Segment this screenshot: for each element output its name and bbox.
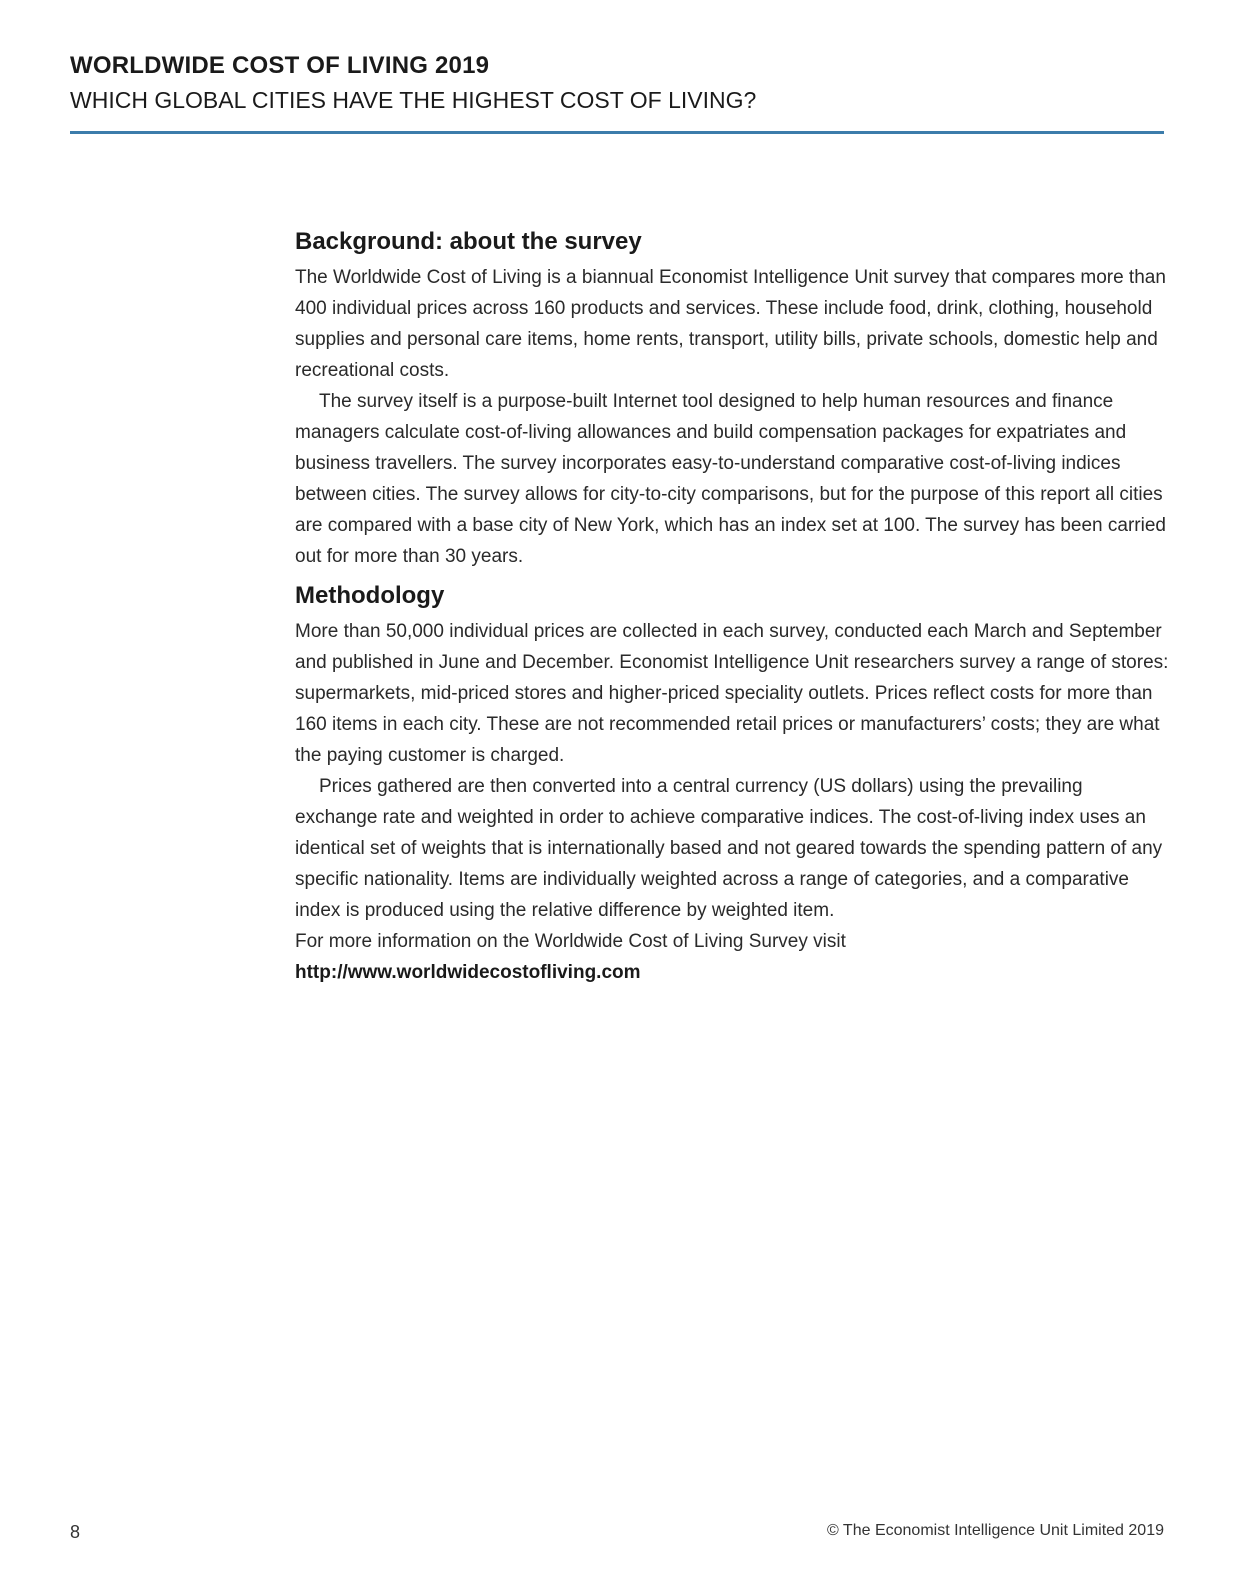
main-content [295,226,1170,988]
survey-website-link[interactable]: http://www.worldwidecostofliving.com [295,962,641,983]
background-heading: Background: about the survey [295,228,642,255]
copyright-notice: © The Economist Intelligence Unit Limited 2019 [826,1522,1164,1539]
report-subtitle: WHICH GLOBAL CITIES HAVE THE HIGHEST COST OF LIVING? [70,87,757,113]
more-info-text: For more information on the Worldwide Cost of Living Survey visit [295,931,846,952]
background-paragraph-2: The survey itself is a purpose-built Internet tool designed to help human resources and finance managers calculate cost-of-living allowances and build compensation packages for expatriates and business travellers. The survey incorporates easy-to-understand comparative cost-of-living indices between cities. The survey allows for city-to-city comparisons, but for the purpose of this report all cities are compared with a base city of New York, which has an index set at 100. The survey has been carried out for more than 30 years. [295,391,1166,567]
methodology-heading: Methodology [295,582,445,609]
methodology-paragraph-2: Prices gathered are then converted into a central currency (US dollars) using the prevailing exchange rate and weighted in order to achieve comparative indices. The cost-of-living index uses an identical set of weights that is internationally based and not geared towards the spending pattern of any specific nationality. Items are individually weighted across a range of categories, and a comparative index is produced using the relative difference by weighted item. [295,776,1163,921]
page-header [70,50,1164,116]
header-divider [70,131,1164,134]
page-number: 8 [70,1522,81,1542]
methodology-paragraph-1: More than 50,000 individual prices are collected in each survey, conducted each March and September and published in June and December. Economist Intelligence Unit researchers survey a range of stores: supermarkets, mid-priced stores and higher-priced speciality outlets. Prices reflect costs for more than 160 items in each city. These are not recommended retail prices or manufacturers’ costs; they are what the paying customer is charged. [295,621,1169,766]
background-paragraph-1: The Worldwide Cost of Living is a biannual Economist Intelligence Unit survey that compares more than 400 individual prices across 160 products and services. These include food, drink, clothing, household supplies and personal care items, home rents, transport, utility bills, private schools, domestic help and recreational costs. [295,267,1166,381]
report-title: WORLDWIDE COST OF LIVING 2019 [70,52,490,79]
